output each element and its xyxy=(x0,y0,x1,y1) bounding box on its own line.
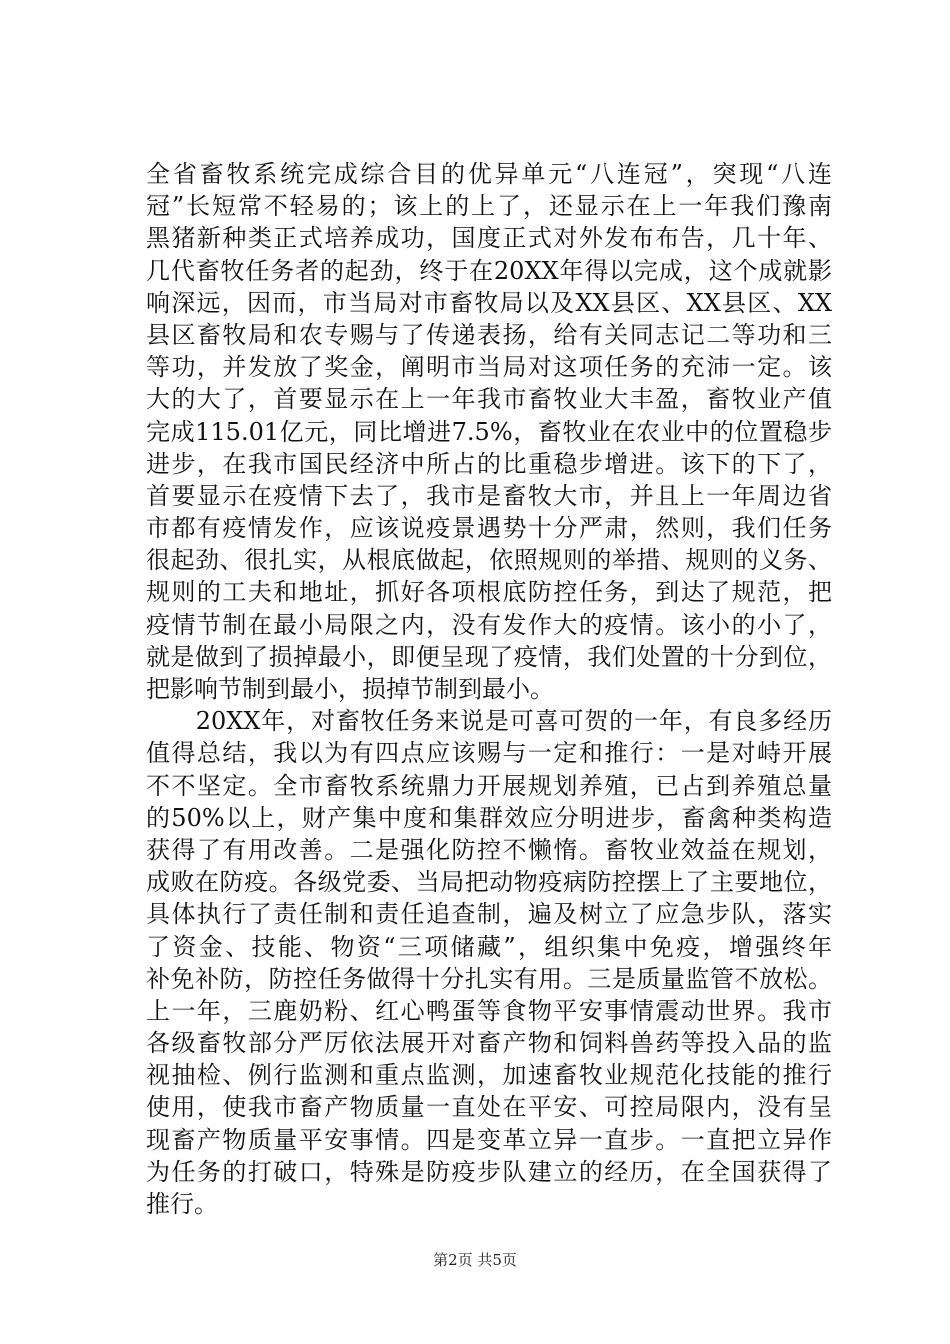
text-line: 首要显示在疫情下去了，我市是畜牧大市，并且上一年周边省 xyxy=(146,481,832,510)
text-line: 视抽检、例行监测和重点监测，加速畜牧业规范化技能的推行 xyxy=(146,1061,832,1090)
text-line: 大的大了，首要显示在上一年我市畜牧业大丰盈，畜牧业产值 xyxy=(146,385,832,414)
text-line: 几代畜牧任务者的起劲，终于在20XX年得以完成，这个成就影 xyxy=(146,256,832,285)
text-line: 具体执行了责任制和责任追查制，遍及树立了应急步队，落实 xyxy=(146,900,832,929)
text-line: 把影响节制到最小，损掉节制到最小。 xyxy=(146,675,554,703)
text-line: 不不坚定。全市畜牧系统鼎力开展规划养殖，已占到养殖总量 xyxy=(146,771,832,800)
text-line: 冠”长短常不轻易的；该上的上了，还显示在上一年我们豫南 xyxy=(146,192,832,221)
text-line: 成败在防疫。各级党委、当局把动物疫病防控摆上了主要地位， xyxy=(146,868,832,897)
text-line: 值得总结，我以为有四点应该赐与一定和推行：一是对峙开展 xyxy=(146,739,832,768)
text-line: 的50%以上，财产集中度和集群效应分明进步，畜禽种类构造 xyxy=(146,803,832,832)
text-line: 各级畜牧部分严厉依法展开对畜产物和饲料兽药等投入品的监 xyxy=(146,1029,832,1058)
text-line: 全省畜牧系统完成综合目的优异单元“八连冠”，突现“八连 xyxy=(146,160,832,188)
text-line: 完成115.01亿元，同比增进7.5%，畜牧业在农业中的位置稳步 xyxy=(146,417,832,446)
text-line: 响深远，因而，市当局对市畜牧局以及XX县区、XX县区、XX xyxy=(146,288,832,317)
text-line: 进步，在我市国民经济中所占的比重稳步增进。该下的下了， xyxy=(146,449,832,478)
body-text xyxy=(146,158,832,1220)
text-line: 黑猪新种类正式培养成功，国度正式对外发布布告，几十年、 xyxy=(146,224,832,253)
text-line: 现畜产物质量平安事情。四是变革立异一直步。一直把立异作 xyxy=(146,1125,832,1154)
text-line: 县区畜牧局和农专赐与了传递表扬，给有关同志记二等功和三 xyxy=(146,320,832,349)
text-line: 规则的工夫和地址，抓好各项根底防控任务，到达了规范，把 xyxy=(146,578,832,607)
text-line: 等功，并发放了奖金，阐明市当局对这项任务的充沛一定。该 xyxy=(146,353,832,382)
text-line: 了资金、技能、物资“三项储藏”，组织集中免疫，增强终年 xyxy=(146,932,832,961)
text-line: 疫情节制在最小局限之内，没有发作大的疫情。该小的小了， xyxy=(146,610,832,639)
text-line: 市都有疫情发作，应该说疫景遇势十分严肃，然则，我们任务 xyxy=(146,514,832,543)
text-line: 20XX年，对畜牧任务来说是可喜可贺的一年，有良多经历 xyxy=(146,707,832,736)
text-line: 就是做到了损掉最小，即便呈现了疫情，我们处置的十分到位， xyxy=(146,642,832,671)
text-line: 很起劲、很扎实，从根底做起，依照规则的举措、规则的义务、 xyxy=(146,546,832,575)
page-footer: 第2页 共5页 xyxy=(433,1251,517,1269)
text-line: 使用，使我市畜产物质量一直处在平安、可控局限内，没有呈 xyxy=(146,1093,832,1122)
text-line: 获得了有用改善。二是强化防控不懒惰。畜牧业效益在规划， xyxy=(146,835,832,864)
text-line: 上一年，三鹿奶粉、红心鸭蛋等食物平安事情震动世界。我市 xyxy=(146,996,832,1025)
text-line: 推行。 xyxy=(146,1190,218,1218)
text-line: 补免补防，防控任务做得十分扎实有用。三是质量监管不放松。 xyxy=(146,964,832,993)
text-line: 为任务的打破口，特殊是防疫步队建立的经历，在全国获得了 xyxy=(146,1157,832,1186)
